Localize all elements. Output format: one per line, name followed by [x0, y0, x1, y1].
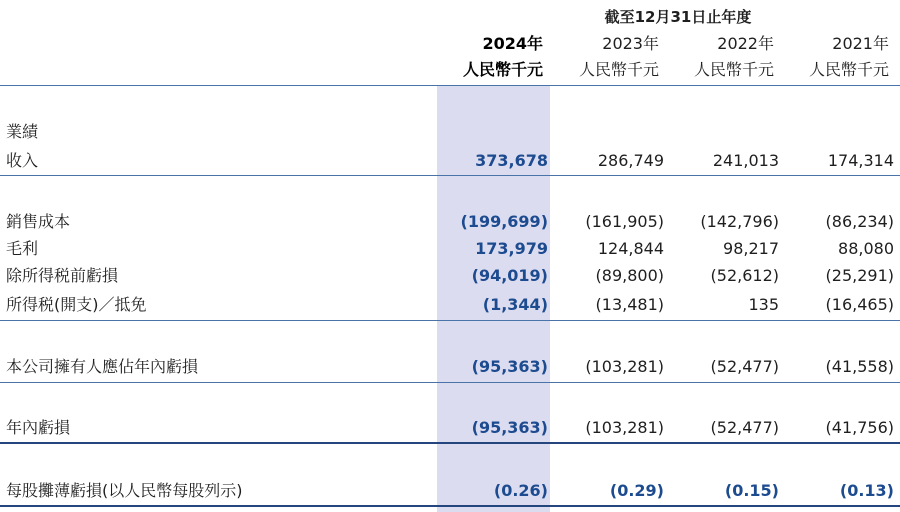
- value-2023: (103,281): [585, 357, 664, 376]
- year-2023: 2023年: [602, 34, 659, 53]
- bottom-divider: [0, 505, 900, 507]
- value-2021: 174,314: [827, 151, 894, 170]
- value-2022: (52,477): [710, 418, 779, 437]
- value-2022: 98,217: [723, 239, 779, 258]
- value-2022: 241,013: [712, 151, 779, 170]
- table-row: [0, 417, 900, 439]
- value-2024: (1,344): [482, 295, 548, 314]
- value-2022: (0.15): [724, 481, 779, 500]
- table-row: [0, 294, 900, 316]
- row-divider: [0, 382, 900, 383]
- value-2024: (95,363): [471, 418, 548, 437]
- year-2024: 2024年: [482, 34, 543, 53]
- value-2021: (41,756): [825, 418, 894, 437]
- value-2021: (0.13): [839, 481, 894, 500]
- table-row: [0, 238, 900, 260]
- value-2023: (89,800): [595, 266, 664, 285]
- row-label: 收入: [6, 151, 39, 170]
- row-label: 本公司擁有人應佔年內虧損: [6, 357, 199, 376]
- value-2024: 373,678: [475, 151, 548, 170]
- row-label: 每股攤薄虧損(以人民幣每股列示): [6, 481, 243, 500]
- year-2021: 2021年: [832, 34, 889, 53]
- value-2021: (16,465): [825, 295, 894, 314]
- value-2023: (0.29): [609, 481, 664, 500]
- unit-2022: 人民幣千元: [693, 60, 774, 79]
- value-2023: (103,281): [585, 418, 664, 437]
- value-2024: (94,019): [471, 266, 548, 285]
- section-title: 業績: [6, 122, 39, 141]
- value-2021: 88,080: [838, 239, 894, 258]
- unit-2023: 人民幣千元: [578, 60, 659, 79]
- value-2021: (86,234): [825, 212, 894, 231]
- table-row: [0, 265, 900, 287]
- header-divider: [0, 85, 900, 86]
- row-label: 所得税(開支)／抵免: [6, 295, 147, 314]
- value-2022: (52,477): [710, 357, 779, 376]
- row-label: 年內虧損: [6, 418, 71, 437]
- row-divider: [0, 175, 900, 176]
- value-2023: (161,905): [585, 212, 664, 231]
- table-row: [0, 356, 900, 378]
- row-label: 銷售成本: [6, 212, 71, 231]
- value-2022: 135: [748, 295, 779, 314]
- section-heading-row: [0, 121, 900, 143]
- value-2022: (52,612): [710, 266, 779, 285]
- period-heading: 截至12月31日止年度: [604, 8, 752, 26]
- value-2022: (142,796): [700, 212, 779, 231]
- value-2024: (95,363): [471, 357, 548, 376]
- value-2023: (13,481): [595, 295, 664, 314]
- table-row: [0, 211, 900, 233]
- unit-2021: 人民幣千元: [808, 60, 889, 79]
- year-2022: 2022年: [717, 34, 774, 53]
- table-row: [0, 480, 900, 502]
- value-2024: (199,699): [460, 212, 548, 231]
- value-2024: 173,979: [475, 239, 548, 258]
- total-divider: [0, 442, 900, 444]
- value-2024: (0.26): [493, 481, 548, 500]
- value-2021: (25,291): [825, 266, 894, 285]
- value-2023: 124,844: [597, 239, 664, 258]
- value-2023: 286,749: [597, 151, 664, 170]
- row-divider: [0, 320, 900, 321]
- row-label: 除所得税前虧損: [6, 266, 119, 285]
- unit-2024: 人民幣千元: [462, 60, 543, 79]
- row-label: 毛利: [6, 239, 39, 258]
- value-2021: (41,558): [825, 357, 894, 376]
- table-row: [0, 150, 900, 172]
